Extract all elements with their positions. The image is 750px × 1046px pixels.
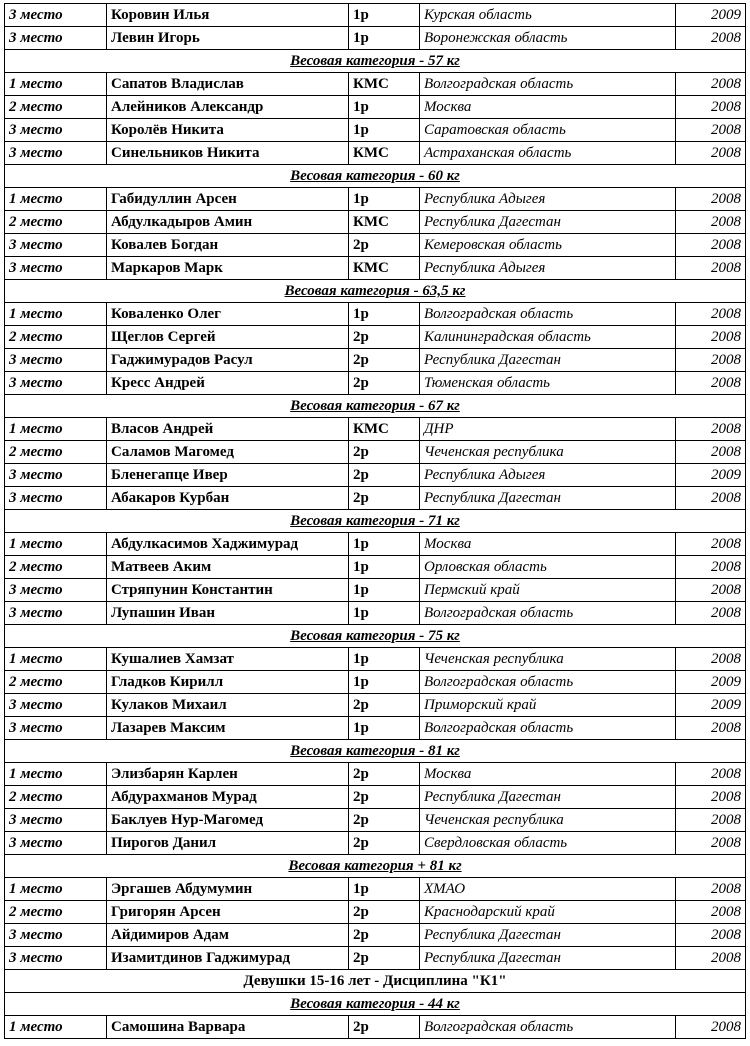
athlete-name-cell: Бленегапце Ивер: [107, 464, 349, 487]
rank-cell: 2р: [349, 694, 420, 717]
weight-category-row: [5, 165, 746, 188]
athlete-name-cell: Абдулкасимов Хаджимурад: [107, 533, 349, 556]
region-cell: Чеченская республика: [420, 648, 676, 671]
place-cell: 3 место: [5, 487, 107, 510]
region-cell: Волгоградская область: [420, 73, 676, 96]
weight-category-heading: Весовая категория - 75 кг: [5, 625, 746, 648]
rank-cell: 2р: [349, 947, 420, 970]
athlete-name-cell: Айдимиров Адам: [107, 924, 349, 947]
birth-year-cell: 2008: [676, 878, 746, 901]
rank-cell: КМС: [349, 73, 420, 96]
table-row: [5, 372, 746, 395]
section-heading: Девушки 15-16 лет - Дисциплина "К1": [5, 970, 746, 993]
table-row: [5, 73, 746, 96]
birth-year-cell: 2008: [676, 188, 746, 211]
weight-category-row: [5, 280, 746, 303]
place-cell: 2 место: [5, 96, 107, 119]
birth-year-cell: 2008: [676, 326, 746, 349]
rank-cell: 1р: [349, 648, 420, 671]
rank-cell: 1р: [349, 556, 420, 579]
table-row: [5, 648, 746, 671]
weight-category-heading: Весовая категория - 60 кг: [5, 165, 746, 188]
birth-year-cell: 2008: [676, 1016, 746, 1039]
birth-year-cell: 2008: [676, 96, 746, 119]
birth-year-cell: 2008: [676, 924, 746, 947]
table-row: [5, 901, 746, 924]
place-cell: 1 место: [5, 1016, 107, 1039]
weight-category-heading: Весовая категория - 71 кг: [5, 510, 746, 533]
athlete-name-cell: Лазарев Максим: [107, 717, 349, 740]
table-row: [5, 694, 746, 717]
athlete-name-cell: Саламов Магомед: [107, 441, 349, 464]
athlete-name-cell: Власов Андрей: [107, 418, 349, 441]
region-cell: Москва: [420, 533, 676, 556]
place-cell: 3 место: [5, 27, 107, 50]
weight-category-row: [5, 993, 746, 1016]
table-row: [5, 464, 746, 487]
place-cell: 3 место: [5, 142, 107, 165]
table-row: [5, 579, 746, 602]
region-cell: ХМАО: [420, 878, 676, 901]
birth-year-cell: 2008: [676, 142, 746, 165]
athlete-name-cell: Стряпунин Константин: [107, 579, 349, 602]
table-row: [5, 119, 746, 142]
athlete-name-cell: Габидуллин Арсен: [107, 188, 349, 211]
athlete-name-cell: Алейников Александр: [107, 96, 349, 119]
region-cell: Москва: [420, 763, 676, 786]
region-cell: Москва: [420, 96, 676, 119]
table-row: [5, 556, 746, 579]
birth-year-cell: 2008: [676, 487, 746, 510]
athlete-name-cell: Сапатов Владислав: [107, 73, 349, 96]
athlete-name-cell: Абакаров Курбан: [107, 487, 349, 510]
region-cell: Республика Дагестан: [420, 924, 676, 947]
place-cell: 1 место: [5, 73, 107, 96]
place-cell: 2 место: [5, 326, 107, 349]
region-cell: Свердловская область: [420, 832, 676, 855]
rank-cell: 2р: [349, 786, 420, 809]
birth-year-cell: 2008: [676, 441, 746, 464]
region-cell: Республика Дагестан: [420, 349, 676, 372]
table-row: [5, 257, 746, 280]
birth-year-cell: 2008: [676, 27, 746, 50]
rank-cell: 2р: [349, 441, 420, 464]
table-row: [5, 671, 746, 694]
athlete-name-cell: Кресс Андрей: [107, 372, 349, 395]
rank-cell: КМС: [349, 142, 420, 165]
place-cell: 1 место: [5, 303, 107, 326]
table-row: [5, 188, 746, 211]
weight-category-heading: Весовая категория - 57 кг: [5, 50, 746, 73]
table-row: [5, 326, 746, 349]
table-row: [5, 27, 746, 50]
table-row: [5, 786, 746, 809]
rank-cell: 1р: [349, 878, 420, 901]
birth-year-cell: 2008: [676, 832, 746, 855]
region-cell: Республика Адыгея: [420, 188, 676, 211]
rank-cell: 2р: [349, 1016, 420, 1039]
table-row: [5, 717, 746, 740]
results-table: [4, 3, 746, 1039]
athlete-name-cell: Кушалиев Хамзат: [107, 648, 349, 671]
region-cell: Калининградская область: [420, 326, 676, 349]
birth-year-cell: 2008: [676, 119, 746, 142]
athlete-name-cell: Коровин Илья: [107, 4, 349, 27]
athlete-name-cell: Кулаков Михаил: [107, 694, 349, 717]
rank-cell: 2р: [349, 349, 420, 372]
place-cell: 2 место: [5, 441, 107, 464]
table-row: [5, 832, 746, 855]
birth-year-cell: 2008: [676, 947, 746, 970]
birth-year-cell: 2008: [676, 809, 746, 832]
region-cell: Волгоградская область: [420, 671, 676, 694]
region-cell: Кемеровская область: [420, 234, 676, 257]
weight-category-row: [5, 50, 746, 73]
birth-year-cell: 2008: [676, 211, 746, 234]
athlete-name-cell: Абдулкадыров Амин: [107, 211, 349, 234]
weight-category-heading: Весовая категория + 81 кг: [5, 855, 746, 878]
athlete-name-cell: Коваленко Олег: [107, 303, 349, 326]
rank-cell: 2р: [349, 832, 420, 855]
place-cell: 2 место: [5, 671, 107, 694]
athlete-name-cell: Ковалев Богдан: [107, 234, 349, 257]
region-cell: Чеченская республика: [420, 809, 676, 832]
weight-category-heading: Весовая категория - 81 кг: [5, 740, 746, 763]
birth-year-cell: 2008: [676, 602, 746, 625]
weight-category-heading: Весовая категория - 67 кг: [5, 395, 746, 418]
region-cell: Волгоградская область: [420, 303, 676, 326]
region-cell: Краснодарский край: [420, 901, 676, 924]
place-cell: 2 место: [5, 786, 107, 809]
rank-cell: КМС: [349, 257, 420, 280]
region-cell: Курская область: [420, 4, 676, 27]
table-row: [5, 947, 746, 970]
results-table-body: [5, 4, 746, 1039]
athlete-name-cell: Гладков Кирилл: [107, 671, 349, 694]
place-cell: 3 место: [5, 832, 107, 855]
rank-cell: 1р: [349, 671, 420, 694]
region-cell: Пермский край: [420, 579, 676, 602]
place-cell: 3 место: [5, 464, 107, 487]
birth-year-cell: 2008: [676, 556, 746, 579]
weight-category-row: [5, 625, 746, 648]
rank-cell: КМС: [349, 211, 420, 234]
rank-cell: 2р: [349, 763, 420, 786]
rank-cell: КМС: [349, 418, 420, 441]
region-cell: Республика Дагестан: [420, 786, 676, 809]
table-row: [5, 211, 746, 234]
region-cell: ДНР: [420, 418, 676, 441]
birth-year-cell: 2008: [676, 533, 746, 556]
table-row: [5, 602, 746, 625]
weight-category-heading: Весовая категория - 63,5 кг: [5, 280, 746, 303]
region-cell: Приморский край: [420, 694, 676, 717]
table-row: [5, 809, 746, 832]
weight-category-row: [5, 510, 746, 533]
athlete-name-cell: Пирогов Данил: [107, 832, 349, 855]
birth-year-cell: 2008: [676, 257, 746, 280]
birth-year-cell: 2008: [676, 73, 746, 96]
birth-year-cell: 2008: [676, 648, 746, 671]
athlete-name-cell: Григорян Арсен: [107, 901, 349, 924]
rank-cell: 1р: [349, 96, 420, 119]
place-cell: 3 место: [5, 234, 107, 257]
region-cell: Орловская область: [420, 556, 676, 579]
birth-year-cell: 2008: [676, 763, 746, 786]
place-cell: 2 место: [5, 901, 107, 924]
birth-year-cell: 2008: [676, 349, 746, 372]
rank-cell: 2р: [349, 901, 420, 924]
region-cell: Саратовская область: [420, 119, 676, 142]
region-cell: Воронежская область: [420, 27, 676, 50]
table-row: [5, 924, 746, 947]
place-cell: 1 место: [5, 878, 107, 901]
place-cell: 3 место: [5, 257, 107, 280]
table-row: [5, 418, 746, 441]
birth-year-cell: 2008: [676, 786, 746, 809]
table-row: [5, 763, 746, 786]
birth-year-cell: 2008: [676, 372, 746, 395]
table-row: [5, 96, 746, 119]
region-cell: Республика Адыгея: [420, 464, 676, 487]
rank-cell: 1р: [349, 27, 420, 50]
place-cell: 3 место: [5, 924, 107, 947]
birth-year-cell: 2008: [676, 579, 746, 602]
table-row: [5, 4, 746, 27]
athlete-name-cell: Изамитдинов Гаджимурад: [107, 947, 349, 970]
birth-year-cell: 2008: [676, 901, 746, 924]
rank-cell: 1р: [349, 119, 420, 142]
rank-cell: 1р: [349, 4, 420, 27]
place-cell: 1 место: [5, 418, 107, 441]
place-cell: 3 место: [5, 4, 107, 27]
region-cell: Чеченская республика: [420, 441, 676, 464]
region-cell: Республика Дагестан: [420, 487, 676, 510]
place-cell: 2 место: [5, 211, 107, 234]
table-row: [5, 142, 746, 165]
place-cell: 3 место: [5, 349, 107, 372]
place-cell: 3 место: [5, 717, 107, 740]
weight-category-row: [5, 855, 746, 878]
athlete-name-cell: Элизбарян Карлен: [107, 763, 349, 786]
rank-cell: 2р: [349, 372, 420, 395]
rank-cell: 2р: [349, 464, 420, 487]
table-row: [5, 533, 746, 556]
place-cell: 1 место: [5, 648, 107, 671]
rank-cell: 2р: [349, 487, 420, 510]
table-row: [5, 349, 746, 372]
weight-category-row: [5, 740, 746, 763]
birth-year-cell: 2008: [676, 717, 746, 740]
table-row: [5, 441, 746, 464]
table-row: [5, 487, 746, 510]
rank-cell: 1р: [349, 533, 420, 556]
place-cell: 3 место: [5, 694, 107, 717]
rank-cell: 2р: [349, 234, 420, 257]
birth-year-cell: 2009: [676, 464, 746, 487]
athlete-name-cell: Щеглов Сергей: [107, 326, 349, 349]
place-cell: 3 место: [5, 947, 107, 970]
place-cell: 1 место: [5, 533, 107, 556]
birth-year-cell: 2009: [676, 694, 746, 717]
athlete-name-cell: Абдурахманов Мурад: [107, 786, 349, 809]
table-row: [5, 1016, 746, 1039]
section-header-row: [5, 970, 746, 993]
athlete-name-cell: Маркаров Марк: [107, 257, 349, 280]
weight-category-row: [5, 395, 746, 418]
region-cell: Волгоградская область: [420, 602, 676, 625]
athlete-name-cell: Самошина Варвара: [107, 1016, 349, 1039]
table-row: [5, 878, 746, 901]
place-cell: 3 место: [5, 809, 107, 832]
rank-cell: 2р: [349, 326, 420, 349]
place-cell: 1 место: [5, 188, 107, 211]
athlete-name-cell: Левин Игорь: [107, 27, 349, 50]
place-cell: 1 место: [5, 763, 107, 786]
athlete-name-cell: Гаджимурадов Расул: [107, 349, 349, 372]
rank-cell: 2р: [349, 809, 420, 832]
rank-cell: 1р: [349, 188, 420, 211]
table-row: [5, 234, 746, 257]
region-cell: Тюменская область: [420, 372, 676, 395]
athlete-name-cell: Королёв Никита: [107, 119, 349, 142]
athlete-name-cell: Баклуев Нур-Магомед: [107, 809, 349, 832]
region-cell: Республика Дагестан: [420, 947, 676, 970]
region-cell: Республика Дагестан: [420, 211, 676, 234]
rank-cell: 2р: [349, 924, 420, 947]
birth-year-cell: 2009: [676, 4, 746, 27]
athlete-name-cell: Лупашин Иван: [107, 602, 349, 625]
athlete-name-cell: Матвеев Аким: [107, 556, 349, 579]
place-cell: 2 место: [5, 556, 107, 579]
region-cell: Волгоградская область: [420, 717, 676, 740]
birth-year-cell: 2008: [676, 234, 746, 257]
place-cell: 3 место: [5, 372, 107, 395]
weight-category-heading: Весовая категория - 44 кг: [5, 993, 746, 1016]
athlete-name-cell: Синельников Никита: [107, 142, 349, 165]
athlete-name-cell: Эргашев Абдумумин: [107, 878, 349, 901]
place-cell: 3 место: [5, 579, 107, 602]
place-cell: 3 место: [5, 602, 107, 625]
place-cell: 3 место: [5, 119, 107, 142]
region-cell: Волгоградская область: [420, 1016, 676, 1039]
rank-cell: 1р: [349, 717, 420, 740]
birth-year-cell: 2008: [676, 418, 746, 441]
table-row: [5, 303, 746, 326]
region-cell: Республика Адыгея: [420, 257, 676, 280]
birth-year-cell: 2009: [676, 671, 746, 694]
region-cell: Астраханская область: [420, 142, 676, 165]
rank-cell: 1р: [349, 579, 420, 602]
rank-cell: 1р: [349, 602, 420, 625]
rank-cell: 1р: [349, 303, 420, 326]
birth-year-cell: 2008: [676, 303, 746, 326]
